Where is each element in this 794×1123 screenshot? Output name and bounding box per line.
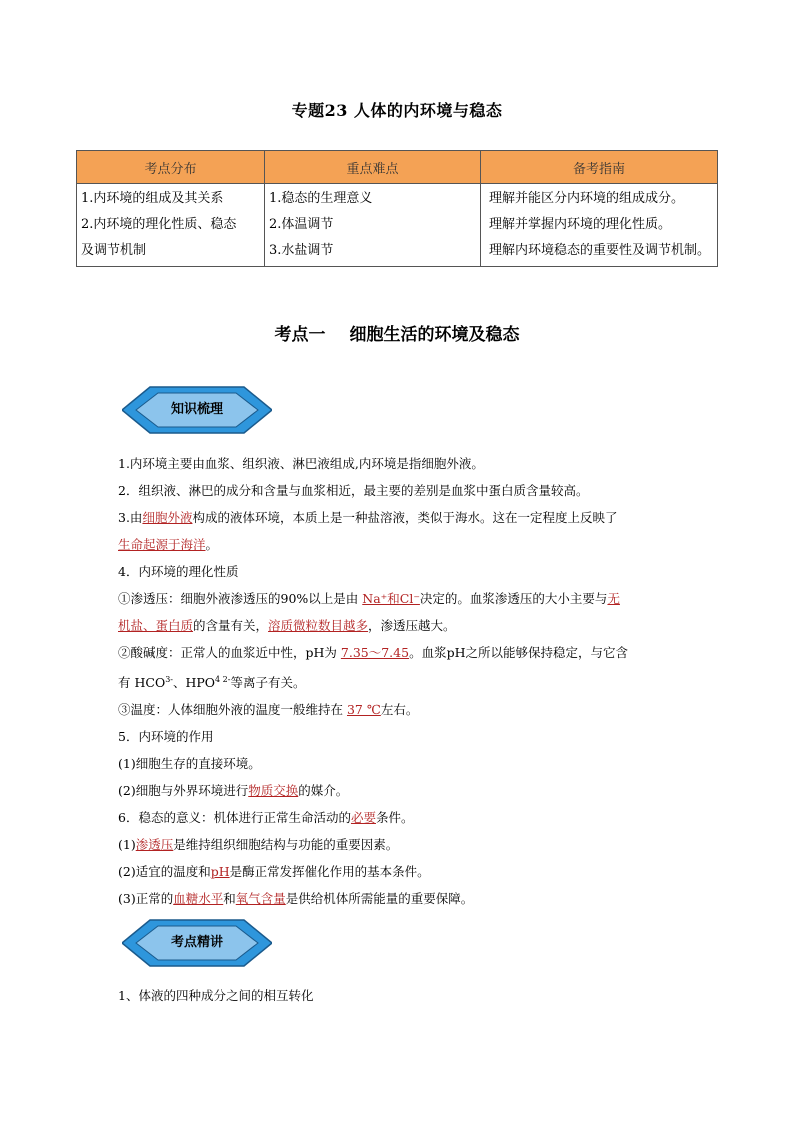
highlight: 溶质微粒数目越多 (268, 618, 369, 633)
text: 等离子有关。 (230, 675, 306, 691)
paragraph (118, 858, 688, 885)
knowledge-badge (122, 385, 272, 435)
text: ②酸碱度：正常人的血浆近中性，pH为 (118, 645, 341, 660)
text: 条件。 (375, 810, 414, 826)
paragraph: 4．内环境的理化性质 (118, 564, 239, 579)
highlight: Na⁺和Cl⁻ (362, 591, 420, 606)
text: (2)适宜的温度和 (118, 864, 211, 880)
paragraph (118, 696, 688, 723)
list-item: 2.内环境的理化性质、稳态 (81, 217, 237, 232)
highlight: 渗透压 (135, 837, 174, 853)
list-item: 及调节机制 (81, 243, 147, 258)
text: 左右。 (380, 702, 419, 718)
text: 决定的。血浆渗透压的大小主要与 (419, 591, 608, 606)
section-title: 考点一 细胞生活的环境及稳态 (274, 325, 520, 345)
table-row (77, 184, 718, 267)
text: 有 HCO (118, 675, 166, 691)
highlight: 生命起源于海洋 (118, 537, 206, 552)
text: 的含量有关， (193, 618, 269, 633)
paragraph (118, 777, 688, 804)
header-exam-points: 考点分布 (77, 151, 265, 184)
badge-label: 考点精讲 (170, 935, 223, 950)
text: 和 (223, 891, 236, 907)
list-item: 理解并掌握内环境的理化性质。 (489, 217, 672, 232)
paragraph: (1)细胞生存的直接环境。 (118, 756, 261, 772)
paragraph: 1.内环境主要由血浆、组织液、淋巴液组成,内环境是指细胞外液。 (118, 456, 484, 471)
highlight: 必要 (350, 810, 376, 826)
text: (2)细胞与外界环境进行 (118, 783, 249, 799)
text: 构成的液体环境，本质上是一种盐溶液，类似于海水。这在一定程度上反映了 (192, 510, 618, 525)
superscript: 3- (165, 675, 173, 684)
list-item: 理解并能区分内环境的组成成分。 (489, 191, 685, 206)
badge-label: 知识梳理 (170, 402, 223, 417)
paragraph: 2．组织液、淋巴的成分和含量与血浆相近，最主要的差别是血浆中蛋白质含量较高。 (118, 483, 589, 498)
highlight: 血糖水平 (173, 891, 224, 907)
highlight: 机盐、蛋白质 (118, 618, 194, 633)
text: 是维持组织细胞结构与功能的重要因素。 (173, 837, 399, 853)
cell-study-guide (481, 184, 718, 267)
syllabus-table (76, 150, 718, 267)
text: 。血浆pH之所以能够保持稳定，与它含 (409, 645, 628, 660)
key-points-badge (122, 918, 272, 968)
text: 。 (205, 537, 219, 552)
paragraph (118, 804, 688, 831)
highlight: 物质交换 (248, 783, 299, 799)
header-key-difficulties: 重点难点 (265, 151, 481, 184)
superscript: 4 2- (215, 675, 231, 684)
text: ③温度：人体细胞外液的温度一般维持在 (118, 702, 347, 718)
text: 的媒介。 (298, 783, 349, 799)
paragraph (118, 831, 688, 858)
highlight: pH (210, 864, 230, 880)
cell-exam-points (77, 184, 265, 267)
paragraph (118, 504, 688, 531)
content-block-key-points (118, 982, 688, 1009)
text: ，渗透压越大。 (368, 618, 456, 633)
highlight: 无 (607, 591, 620, 606)
paragraph: 5．内环境的作用 (118, 729, 214, 745)
highlight: 37 ℃ (346, 702, 381, 718)
text: (3)正常的 (118, 891, 174, 907)
text: 是供给机体所需能量的重要保障。 (285, 891, 474, 907)
text: (1) (118, 837, 136, 853)
paragraph (118, 612, 688, 639)
paragraph (118, 885, 688, 912)
paragraph: 1、体液的四种成分之间的相互转化 (118, 988, 314, 1003)
highlight: 7.35～7.45 (340, 645, 410, 660)
table-header-row (77, 151, 718, 184)
list-item: 理解内环境稳态的重要性及调节机制。 (489, 243, 711, 258)
content-block-knowledge (118, 450, 688, 912)
text: 6．稳态的意义：机体进行正常生命活动的 (118, 810, 351, 826)
list-item: 2.体温调节 (269, 217, 334, 232)
list-item: 3.水盐调节 (269, 243, 334, 258)
paragraph (118, 585, 688, 612)
text: 、HPO (172, 675, 216, 691)
text: 3.由 (118, 510, 143, 525)
paragraph (118, 639, 688, 666)
text: ①渗透压：细胞外液渗透压的90%以上是由 (118, 591, 363, 606)
paragraph (118, 531, 688, 558)
header-study-guide: 备考指南 (481, 151, 718, 184)
highlight: 氧气含量 (235, 891, 286, 907)
list-item: 1.稳态的生理意义 (269, 191, 373, 206)
cell-key-difficulties (265, 184, 481, 267)
highlight: 细胞外液 (142, 510, 193, 525)
text: 是酶正常发挥催化作用的基本条件。 (229, 864, 430, 880)
paragraph (118, 666, 688, 696)
page-title: 专题23 人体的内环境与稳态 (291, 101, 503, 120)
list-item: 1.内环境的组成及其关系 (81, 191, 224, 206)
